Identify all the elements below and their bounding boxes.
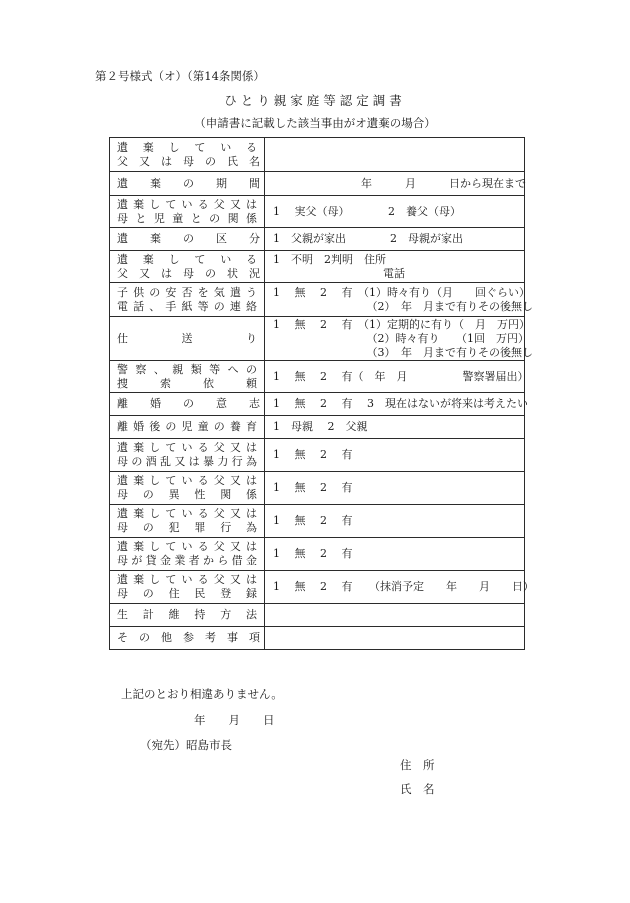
value-line: 1 母親 2 父親 [273,420,368,433]
label-line: 捜 索 依 頼 [117,376,257,390]
name-label: 氏 名 [400,782,435,796]
label-line: 遺 棄 し て い る [117,140,257,154]
row-label [110,251,265,283]
label-line: 子供の安否を気遣う [117,285,257,299]
date-line: 年 月 日 [194,713,275,727]
value-line: 1 無 2 有 （1）定期的に有り（ 月 万円） [273,317,530,331]
label-line: 遺棄している父又は [117,507,257,520]
table-row [110,416,525,439]
label-line: 遺棄している父又は [117,197,257,211]
row-value[interactable] [265,196,525,228]
label-line: 生 計 維 持 方 法 [117,608,257,621]
label-line: 遺棄している父又は [117,474,257,487]
label-line: 電話、手紙等の連絡 [117,299,257,313]
row-label [110,138,265,172]
row-label [110,571,265,604]
addressee: （宛先）昭島市長 [140,738,232,752]
label-line: 母の酒乱又は暴力行為 [117,455,257,468]
label-line: 仕 送 り [117,331,257,345]
form-number: 第２号様式（オ）（第14条関係） [95,69,265,83]
row-value[interactable] [265,604,525,627]
value-line: 1 無 2 有 [273,547,353,560]
row-value[interactable] [265,138,525,172]
row-label [110,472,265,505]
row-label [110,172,265,196]
table-row [110,138,525,172]
label-line: そ の 他 参 考 事 項 [117,631,260,644]
row-value[interactable] [265,505,525,538]
value-line: 1 無 2 有 （1）時々有り（月 回ぐらい） [273,285,530,299]
value-line: （2） 年 月まで有りその後無し [273,299,533,313]
table-row [110,571,525,604]
table-row [110,505,525,538]
row-value[interactable] [265,571,534,604]
label-line: 遺 棄 の 期 間 [117,176,260,190]
value-line: 1 無 2 有 [273,448,353,461]
row-label [110,393,265,416]
value-line: 1 実父（母） 2 養父（母） [273,204,461,218]
label-line: 母と児童との関係 [117,211,257,225]
row-label [110,317,265,361]
label-line: 母 の 犯 罪 行 為 [117,521,257,534]
value-line: （2）時々有り （1回 万円） [273,331,529,345]
table-row [110,439,525,472]
label-line: 父 又 は 母 の 状 況 [117,266,260,280]
label-line: 遺 棄 の 区 分 [117,232,260,245]
survey-table [109,137,534,650]
form-title: ひとり親家庭等認定調書 [224,93,406,108]
row-label [110,627,265,650]
label-line: 父 又 は 母 の 氏 名 [117,154,260,168]
row-label [110,604,265,627]
row-value[interactable] [265,251,525,283]
row-label [110,361,265,393]
value-line: 1 父親が家出 2 母親が家出 [273,232,463,245]
row-label [110,439,265,472]
label-line: 遺棄している父又は [117,441,257,454]
form-subtitle: （申請書に記載した該当事由がオ遺棄の場合） [194,116,436,130]
table-row [110,393,525,416]
row-value[interactable] [265,283,533,317]
table-row [110,172,525,196]
row-label [110,416,265,439]
row-label [110,505,265,538]
label-line: 遺棄している父又は [117,573,257,586]
value-line: （3） 年 月まで有りその後無し [273,345,533,359]
table-row [110,361,525,393]
value-line: 1 不明 2判明 住所 [273,252,386,266]
row-label [110,228,265,251]
row-value[interactable] [265,317,533,361]
table-row [110,228,525,251]
value-line: 1 無 2 有 （抹消予定 年 月 日） [273,580,534,593]
table-row [110,627,525,650]
row-value[interactable] [265,228,525,251]
row-label [110,283,265,317]
row-value[interactable] [265,416,525,439]
row-value[interactable] [265,472,525,505]
table-row [110,472,525,505]
address-label: 住 所 [400,758,435,772]
value-line: 1 無 2 有 3 現在はないが将来は考えたい [273,397,528,410]
label-line: 母 の 異 性 関 係 [117,488,257,501]
value-line: 1 無 2 有（ 年 月 警察署届出） [273,369,529,383]
table-row [110,283,525,317]
label-line: 遺棄している父又は [117,540,257,553]
label-line: 母が貸金業者から借金 [117,554,257,567]
label-line: 離婚後の児童の養育 [117,420,257,433]
row-value[interactable] [265,393,528,416]
label-line: 母 の 住 民 登 録 [117,587,257,600]
row-value[interactable] [265,439,525,472]
value-line: 電話 [273,266,405,280]
row-value[interactable] [265,627,525,650]
row-value[interactable] [265,538,525,571]
value-line: 1 無 2 有 [273,514,353,527]
label-line: 警察、親類等への [117,362,257,376]
table-row [110,538,525,571]
label-line: 離 婚 の 意 志 [117,397,260,410]
row-value[interactable] [265,172,525,196]
value-line: 1 無 2 有 [273,481,353,494]
row-label [110,538,265,571]
table-row [110,251,525,283]
label-line: 遺 棄 し て い る [117,252,257,266]
row-label [110,196,265,228]
table-row [110,604,525,627]
table-row [110,317,525,361]
table-row [110,196,525,228]
row-value[interactable] [265,361,529,393]
value-line: 年 月 日から現在まで [273,176,526,190]
confirmation-statement: 上記のとおり相違ありません。 [121,687,283,701]
